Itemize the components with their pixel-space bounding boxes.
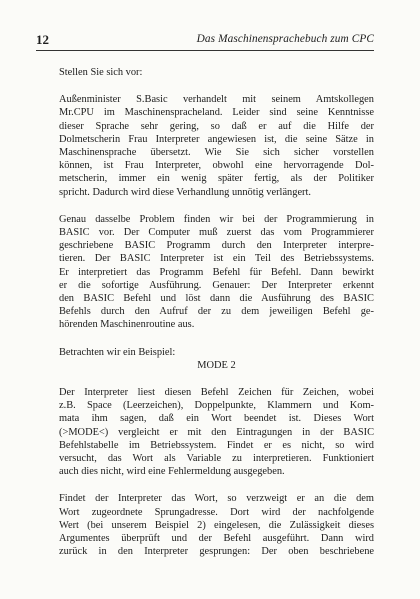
text-line: auch dies nicht, wird eine Fehlermeldung ausgegeben. — [59, 466, 285, 478]
text-line: können, ist Frau Interpreter, obwohl eine hervorragende Dol- — [59, 160, 374, 172]
text-line: mata ihm sagen, daß ein Wort beendet ist. Dieses Wort — [59, 413, 374, 425]
text-line: spricht. Dadurch wird diese Verhandlung unnötig verlängert. — [59, 186, 312, 198]
text-line: dieser Sprache sehr gering, so daß er auf die Hilfe der — [59, 120, 374, 132]
text-line: zurück in den Interpreter gesprungen: Der oben beschriebene — [59, 546, 374, 558]
page-header — [36, 32, 374, 51]
text-line: Befehlstabelle im Betriebssystem. Findet er es nicht, so wird — [59, 439, 374, 451]
text-line: Er interpretiert das Programm Befehl für Befehl. Dann bewirkt — [59, 266, 374, 278]
body-text — [59, 66, 374, 559]
paragraph — [59, 386, 374, 478]
text-line: versucht, das Wort als Variable zu interpretieren. Funktioniert — [59, 453, 374, 465]
text-line: Wert (bei unserem Beispiel 2) eingelesen, die Zulässigkeit dieses — [59, 519, 374, 531]
text-line: Argumentes überprüft und der Befehl ausgeführt. Dann wird — [59, 533, 374, 545]
paragraph-gap — [59, 332, 374, 346]
running-title: Das Maschinensprachebuch zum CPC — [196, 33, 374, 45]
text-line: hörenden Maschinenroutine aus. — [59, 319, 195, 331]
text-line: er die sofortige Ausführung. Genauer: Der Interpreter erkennt — [59, 279, 374, 291]
text-line: (>MODE<) vergleicht er mit den Eintragungen in der BASIC — [59, 426, 374, 438]
text-line: Findet der Interpreter das Wort, so verzweigt er an die dem — [59, 493, 374, 505]
text-line: Mr.CPU im Maschinenspracheland. Leider sind seine Kenntnisse — [59, 107, 374, 119]
text-line: metscherin, immer ein wenig später fertig, als der Politiker — [59, 173, 374, 185]
text-line: den BASIC Befehl und löst dann die Ausführung des BASIC — [59, 293, 374, 305]
paragraph-gap — [59, 199, 374, 213]
text-line: z.B. Space (Leerzeichen), Doppelpunkte, Klammern und Kom- — [59, 400, 374, 412]
text-line: Wort zugeordnete Sprungadresse. Dort wird der nachfolgende — [59, 506, 374, 518]
text-line: Genau dasselbe Problem finden wir bei der Programmierung in — [59, 213, 374, 225]
paragraph-gap — [59, 79, 374, 93]
text-line: Stellen Sie sich vor: — [59, 67, 143, 78]
text-line: geschriebene BASIC Programm durch den Interpreter interpre- — [59, 240, 374, 252]
text-line: BASIC vor. Der Computer muß zuerst das vom Programmierer — [59, 227, 374, 239]
page-number: 12 — [36, 32, 49, 47]
paragraph — [59, 346, 374, 372]
text-line: Befehls durch den Aufruf der zu dem jeweiligen Befehl ge- — [59, 306, 374, 318]
text-line: Dolmetscherin Frau Interpreter angewiesen ist, die seine Sätze in — [59, 133, 374, 145]
paragraph — [59, 93, 374, 199]
text-line: Maschinensprache übersetzt. Wie Sie sich sicher vorstellen — [59, 147, 374, 159]
paragraph — [59, 213, 374, 332]
text-line: tieren. Der BASIC Interpreter ist ein Teil des Betriebssystems. — [59, 253, 374, 265]
text-line: Der Interpreter liest diesen Befehl Zeichen für Zeichen, wobei — [59, 387, 374, 399]
paragraph-gap — [59, 478, 374, 492]
text-line: Außenminister S.Basic verhandelt mit seinem Amtskollegen — [59, 94, 374, 106]
paragraph — [59, 66, 374, 79]
text-line: Betrachten wir ein Beispiel: — [59, 346, 176, 358]
paragraph — [59, 492, 374, 558]
paragraph-gap — [59, 372, 374, 386]
code-example: MODE 2 — [197, 359, 236, 371]
